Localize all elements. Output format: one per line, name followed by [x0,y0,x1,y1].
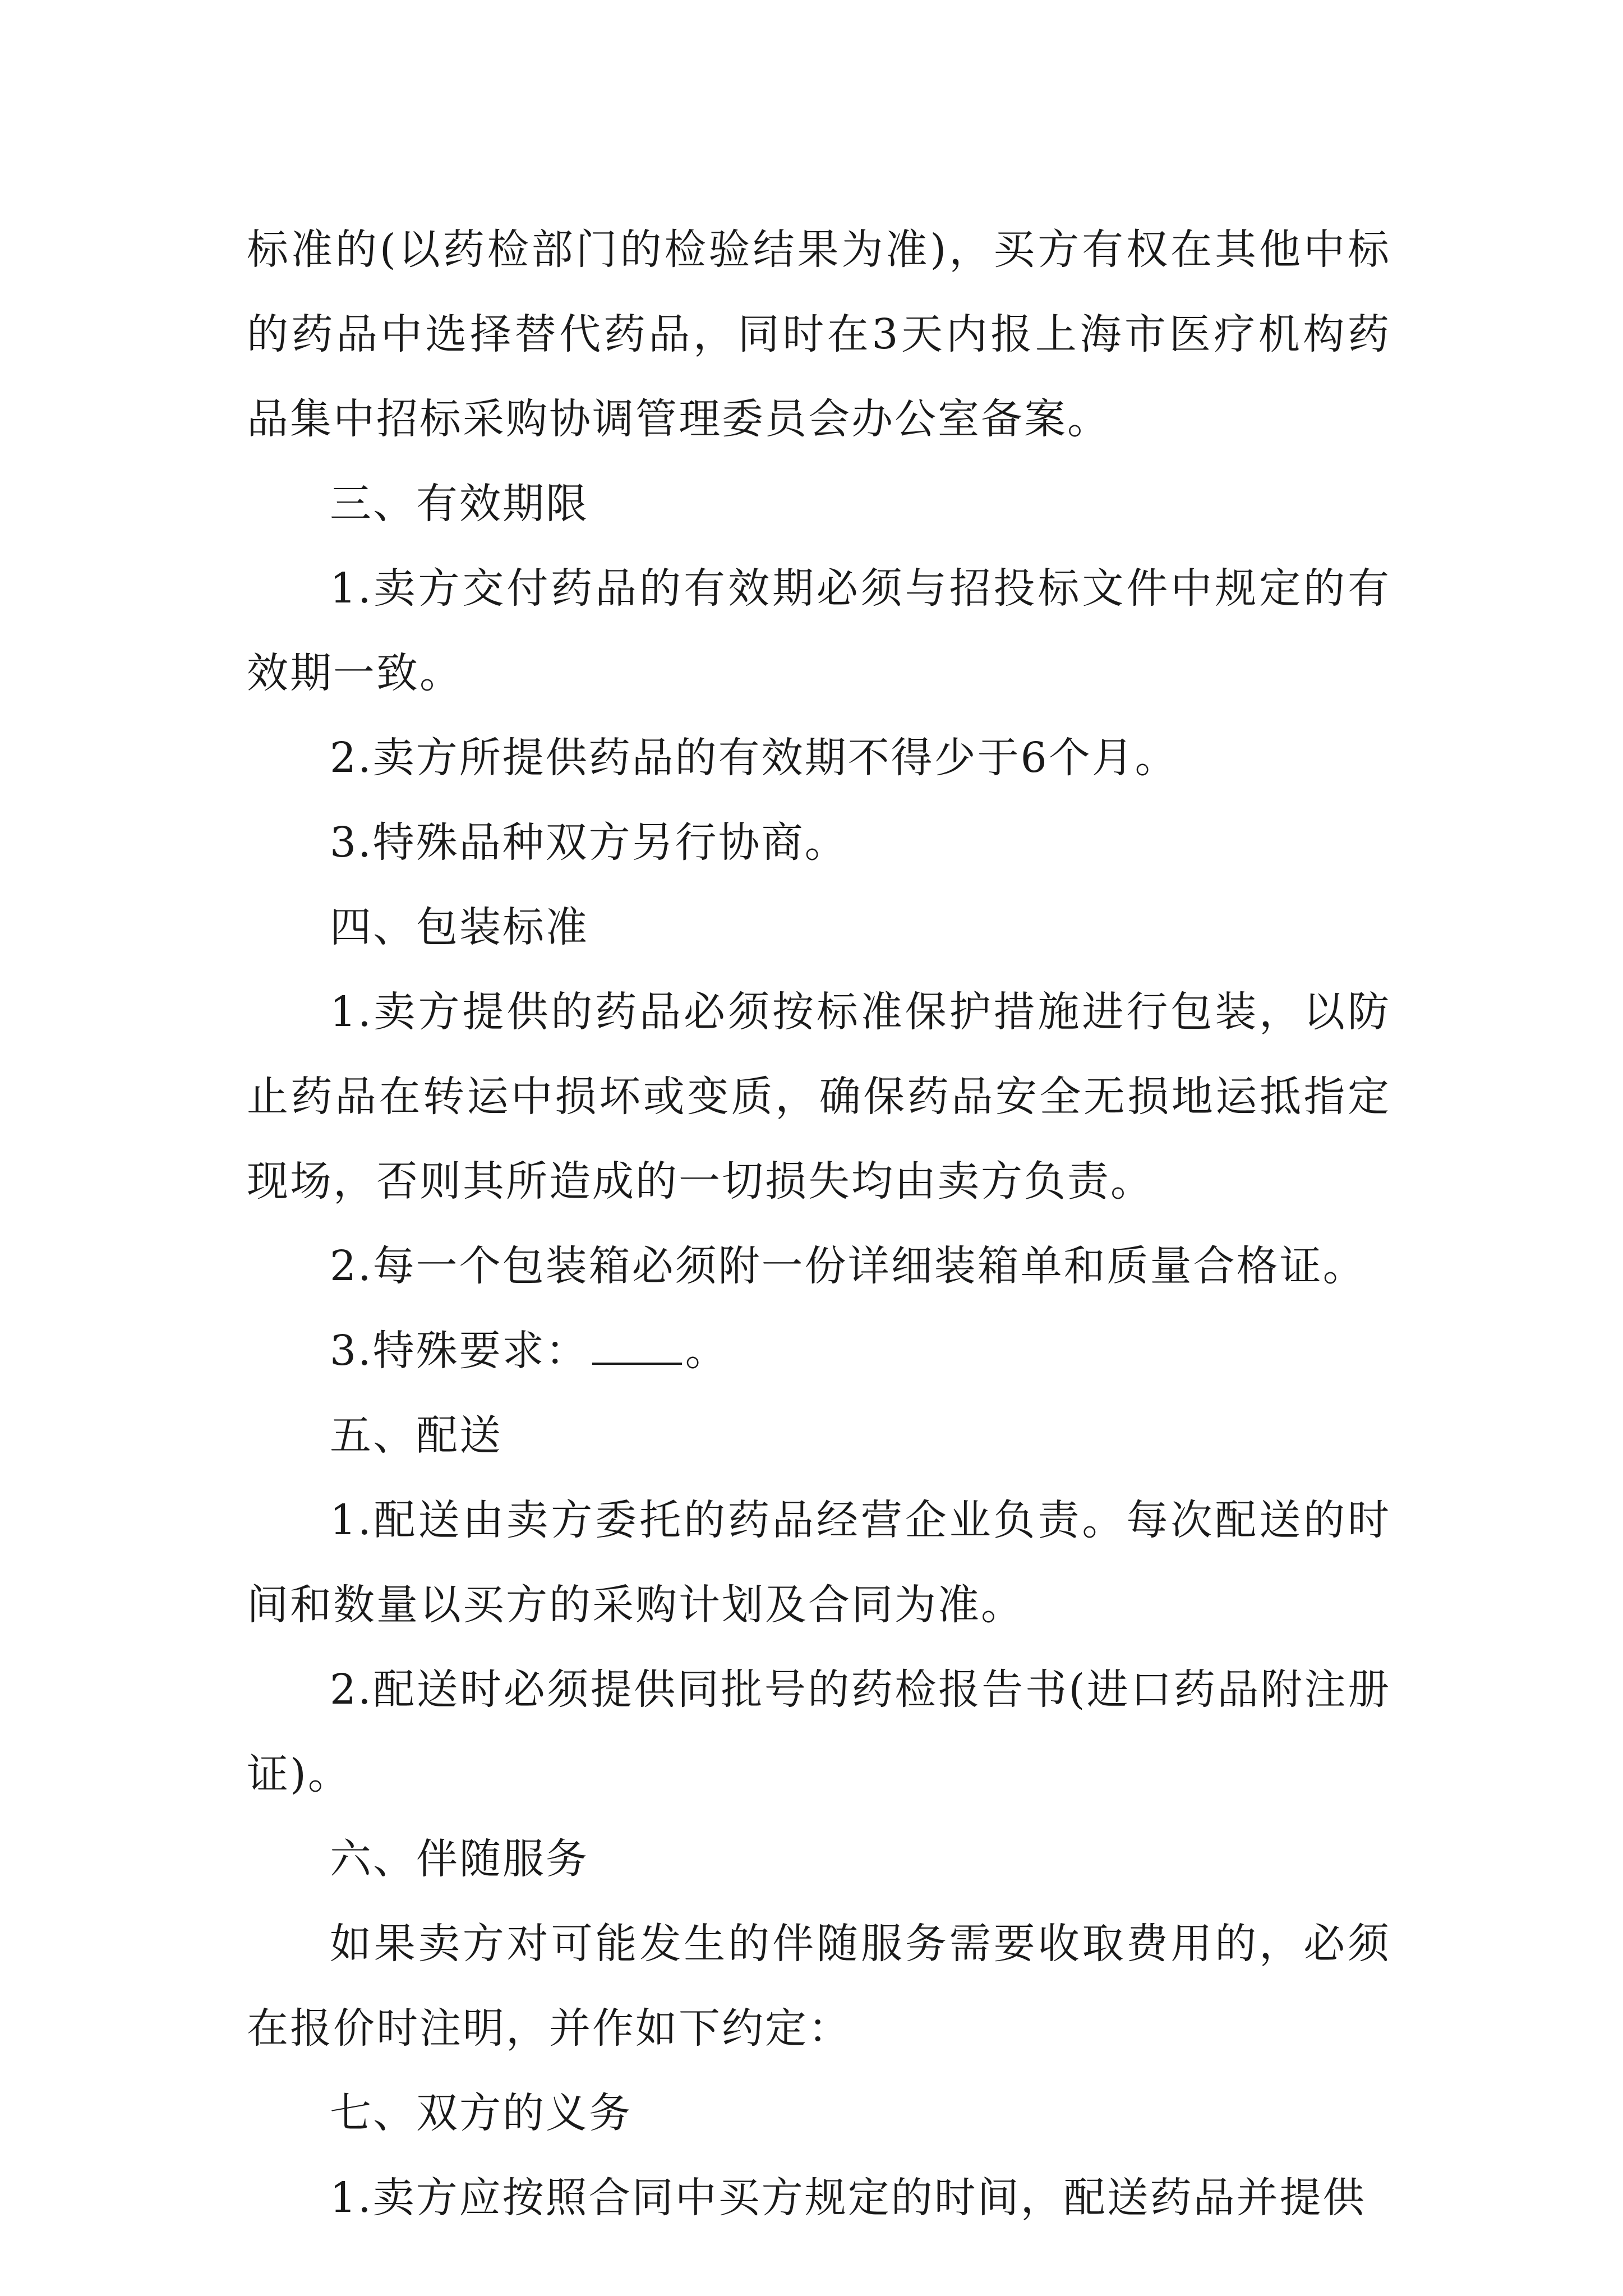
validity-clause-3: 3.特殊品种双方另行协商。 [330,818,848,867]
special-requirements-label: 3.特殊要求： [330,1327,589,1375]
paragraph-continuation: 标准的(以药检部门的检验结果为准)，买方有权在其他中标的药品中选择替代药品，同时在3天内报上海市医疗机构药品集中招标采购协调管理委员会办公室备案。 [247,226,1391,443]
packaging-clause-1: 1.卖方提供的药品必须按标准保护措施进行包装，以防止药品在转运中损坏或变质，确保药品安全无损地运抵指定现场，否则其所造成的一切损失均由卖方负责。 [247,988,1391,1205]
section-heading-validity-period: 三、有效期限 [330,480,589,528]
accompanying-services-text: 如果卖方对可能发生的伴随服务需要收取费用的，必须在报价时注明，并作如下约定： [247,1920,1391,2053]
section-heading-packaging-standard: 四、包装标准 [330,903,589,951]
packaging-clause-2: 2.每一个包装箱必须附一份详细装箱单和质量合格证。 [330,1242,1366,1290]
section-heading-obligations: 七、双方的义务 [330,2089,632,2137]
fill-in-blank-line [592,1329,682,1365]
validity-clause-1: 1.卖方交付药品的有效期必须与招投标文件中规定的有效期一致。 [247,564,1391,697]
delivery-clause-2: 2.配送时必须提供同批号的药检报告书(进口药品附注册证)。 [247,1665,1391,1798]
section-heading-delivery: 五、配送 [330,1411,502,1460]
delivery-clause-1: 1.配送由卖方委托的药品经营企业负责。每次配送的时间和数量以买方的采购计划及合同为准。 [247,1496,1391,1629]
obligations-clause-1: 1.卖方应按照合同中买方规定的时间，配送药品并提供 [330,2174,1366,2222]
section-heading-accompanying-services: 六、伴随服务 [330,1835,589,1883]
packaging-clause-3 [247,1309,1391,1393]
validity-clause-2: 2.卖方所提供药品的有效期不得少于6个月。 [330,734,1178,782]
document-body [247,208,1391,2240]
special-requirements-end: 。 [685,1327,728,1375]
